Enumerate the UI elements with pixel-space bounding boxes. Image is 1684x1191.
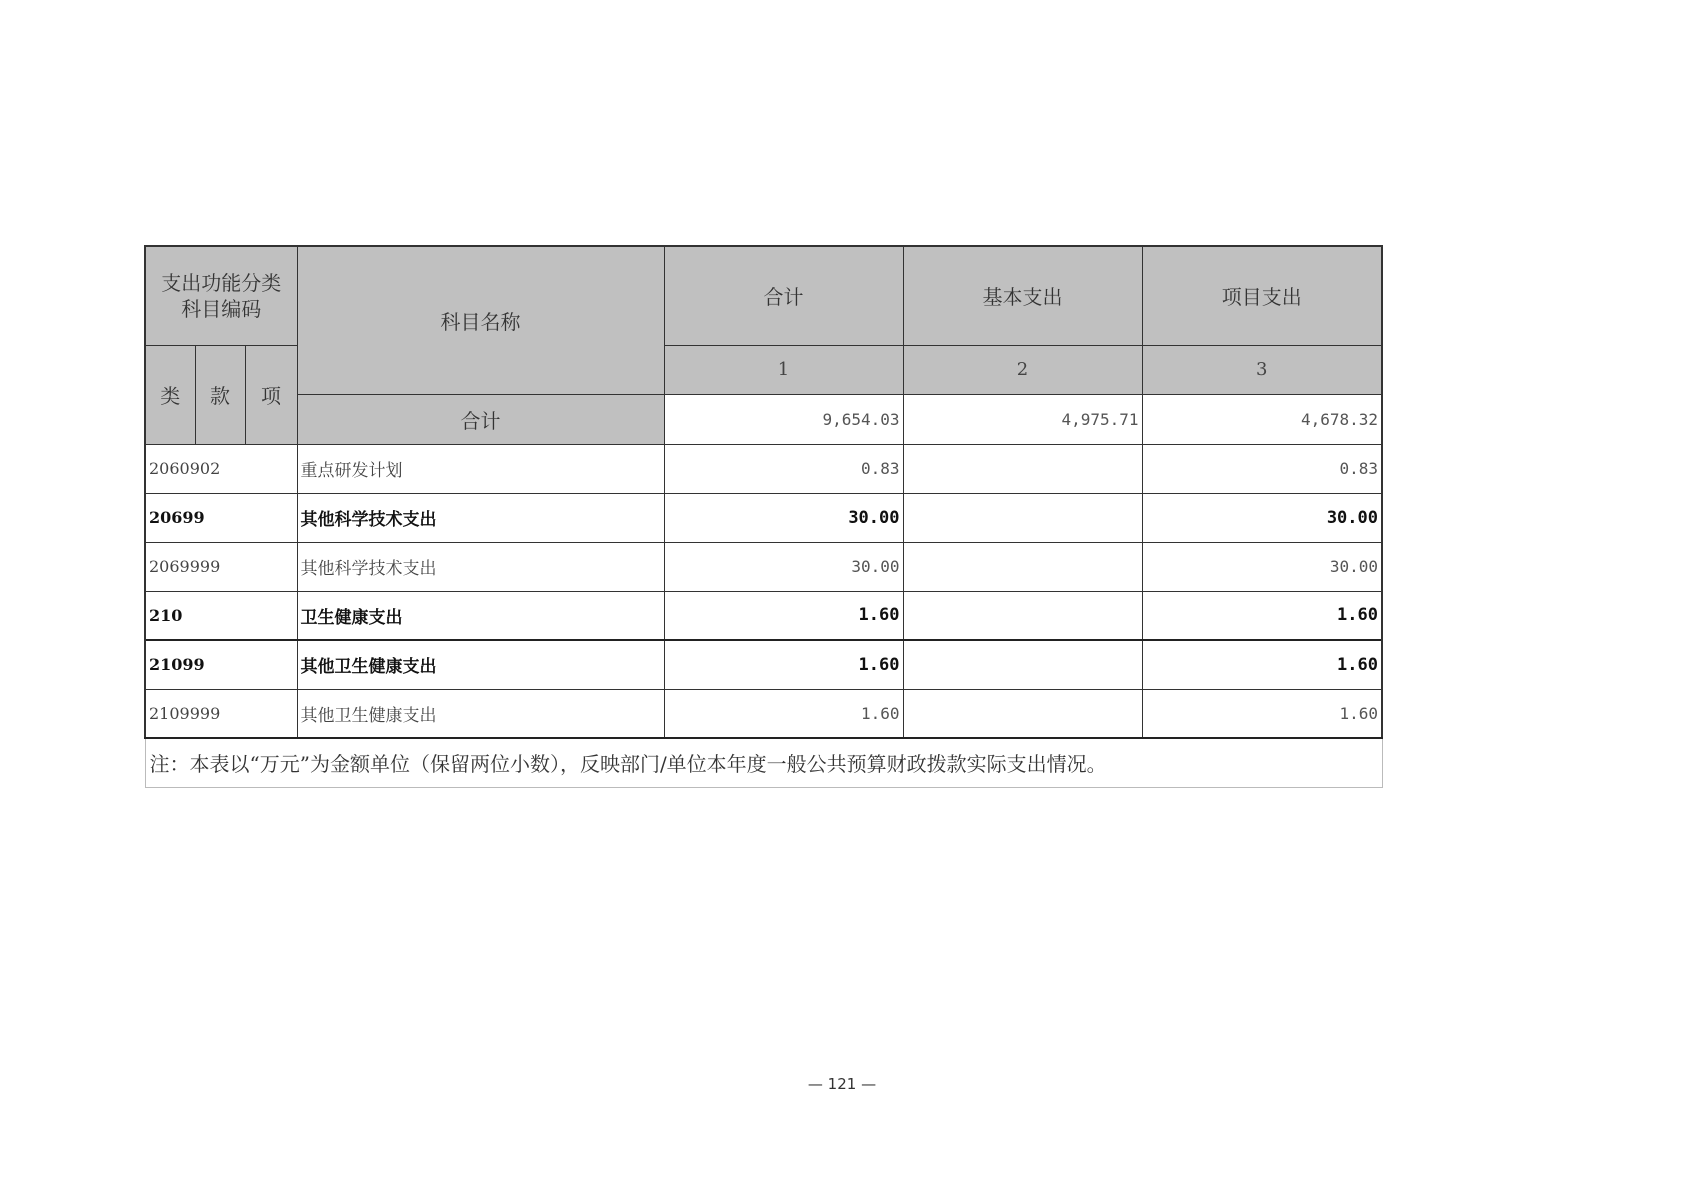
row-project: 30.00 xyxy=(1142,493,1382,542)
row-project: 0.83 xyxy=(1142,444,1382,493)
row-basic xyxy=(903,591,1142,640)
row-name: 重点研发计划 xyxy=(297,444,664,493)
budget-expenditure-table xyxy=(144,245,1383,788)
header-basic: 基本支出 xyxy=(903,246,1142,345)
row-total: 30.00 xyxy=(664,493,903,542)
header-lei: 类 xyxy=(145,345,195,444)
page-number: — 121 — xyxy=(807,1075,877,1093)
total-row-project: 4,678.32 xyxy=(1142,394,1382,444)
header-project: 项目支出 xyxy=(1142,246,1382,345)
row-name: 其他科学技术支出 xyxy=(297,542,664,591)
header-code-group-line1: 支出功能分类 xyxy=(161,270,282,295)
row-code: 21099 xyxy=(145,640,297,689)
total-row-label: 合计 xyxy=(297,394,664,444)
header-xiang: 项 xyxy=(245,345,297,444)
table-row xyxy=(145,542,1382,591)
row-total: 30.00 xyxy=(664,542,903,591)
table-row xyxy=(145,493,1382,542)
row-basic xyxy=(903,444,1142,493)
row-name: 其他卫生健康支出 xyxy=(297,640,664,689)
row-total: 1.60 xyxy=(664,640,903,689)
row-name: 其他科学技术支出 xyxy=(297,493,664,542)
header-subject-name: 科目名称 xyxy=(297,246,664,394)
row-name: 其他卫生健康支出 xyxy=(297,689,664,738)
row-basic xyxy=(903,542,1142,591)
table-note: 注：本表以“万元”为金额单位（保留两位小数），反映部门/单位本年度一般公共预算财政拨款实际支出情况。 xyxy=(145,738,1382,787)
row-basic xyxy=(903,689,1142,738)
row-name: 卫生健康支出 xyxy=(297,591,664,640)
row-code: 2069999 xyxy=(145,542,297,591)
header-kuan: 款 xyxy=(195,345,245,444)
row-project: 1.60 xyxy=(1142,689,1382,738)
row-code: 2060902 xyxy=(145,444,297,493)
row-basic xyxy=(903,640,1142,689)
table-row xyxy=(145,640,1382,689)
header-code-group xyxy=(145,246,297,345)
header-col-3: 3 xyxy=(1142,345,1382,394)
row-project: 30.00 xyxy=(1142,542,1382,591)
row-total: 0.83 xyxy=(664,444,903,493)
header-col-1: 1 xyxy=(664,345,903,394)
header-code-group-line2: 科目编码 xyxy=(181,296,262,321)
table-row xyxy=(145,689,1382,738)
header-col-2: 2 xyxy=(903,345,1142,394)
total-row-total: 9,654.03 xyxy=(664,394,903,444)
row-code: 20699 xyxy=(145,493,297,542)
row-project: 1.60 xyxy=(1142,591,1382,640)
table-row xyxy=(145,591,1382,640)
row-code: 210 xyxy=(145,591,297,640)
total-row-basic: 4,975.71 xyxy=(903,394,1142,444)
row-project: 1.60 xyxy=(1142,640,1382,689)
row-code: 2109999 xyxy=(145,689,297,738)
table-row xyxy=(145,444,1382,493)
row-basic xyxy=(903,493,1142,542)
row-total: 1.60 xyxy=(664,591,903,640)
row-total: 1.60 xyxy=(664,689,903,738)
header-total: 合计 xyxy=(664,246,903,345)
